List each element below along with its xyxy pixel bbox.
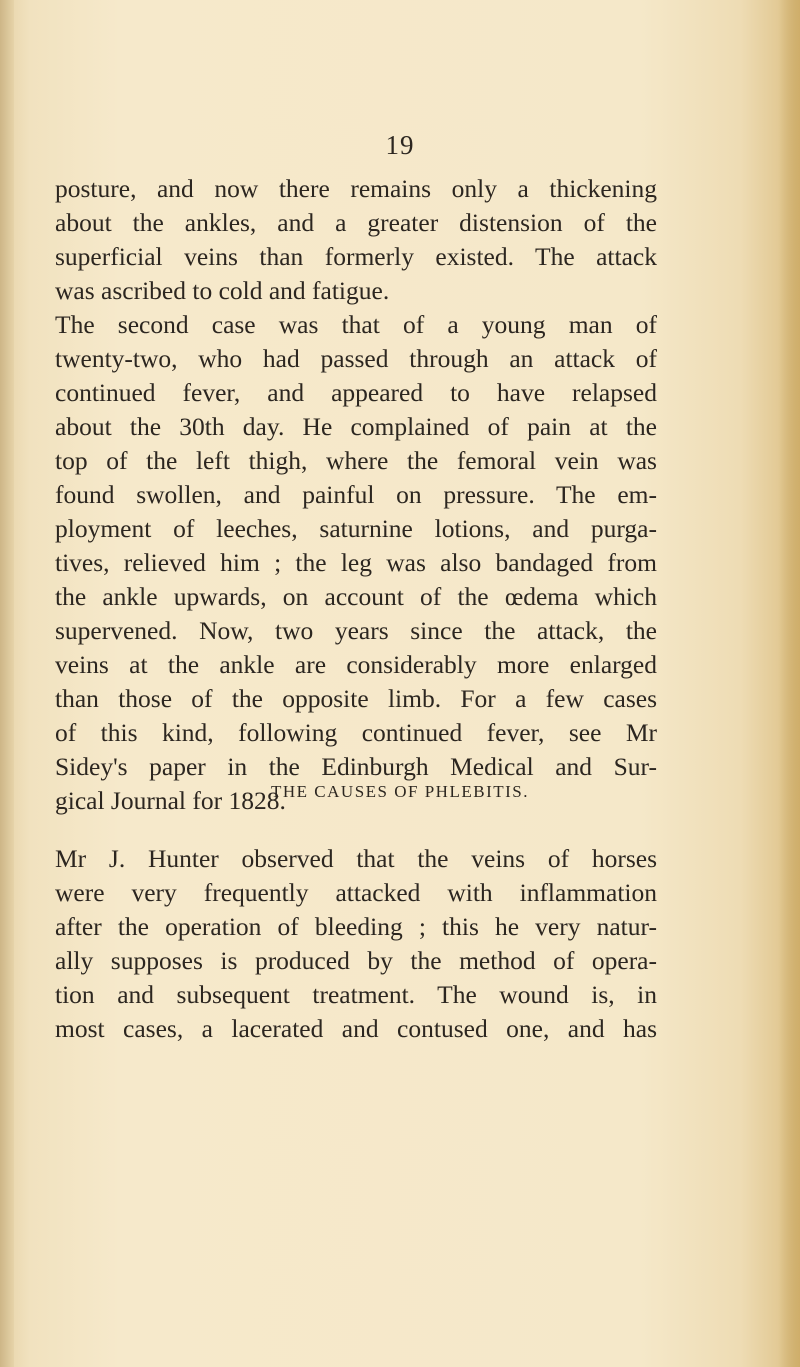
text-line: about the ankles, and a greater distension of the (55, 208, 657, 237)
text-line: the ankle upwards, on account of the œdema which (55, 582, 657, 611)
text-line: tion and subsequent treatment. The wound is, in (55, 980, 657, 1009)
body-text-upper (55, 172, 657, 818)
text-line: of this kind, following continued fever, see Mr (55, 718, 657, 747)
text-line: top of the left thigh, where the femoral vein was (55, 446, 657, 475)
text-line: posture, and now there remains only a thickening (55, 174, 657, 203)
text-line: found swollen, and painful on pressure. The em- (55, 480, 657, 509)
section-heading: THE CAUSES OF PHLEBITIS. (271, 782, 529, 801)
paragraph-1 (55, 172, 657, 308)
text-line: tives, relieved him ; the leg was also bandaged from (55, 548, 657, 577)
paragraph-3 (55, 842, 657, 1046)
text-line: than those of the opposite limb. For a few cases (55, 684, 657, 713)
page-edge-shadow (778, 0, 800, 1367)
page-number: 19 (385, 130, 415, 160)
text-line: supervened. Now, two years since the attack, the (55, 616, 657, 645)
text-line: continued fever, and appeared to have relapsed (55, 378, 657, 407)
text-line: about the 30th day. He complained of pain at the (55, 412, 657, 441)
text-line: ployment of leeches, saturnine lotions, and purga- (55, 514, 657, 543)
text-line: most cases, a lacerated and contused one, and has (55, 1014, 657, 1043)
text-line: superficial veins than formerly existed. The attack (55, 242, 657, 271)
text-line: The second case was that of a young man of (55, 310, 657, 339)
text-line: were very frequently attacked with inflammation (55, 878, 657, 907)
text-line: veins at the ankle are considerably more enlarged (55, 650, 657, 679)
page-gutter-shadow (0, 0, 14, 1367)
text-line: after the operation of bleeding ; this he very natur- (55, 912, 657, 941)
text-line: Sidey's paper in the Edinburgh Medical and Sur- (55, 752, 657, 781)
text-line: gical Journal for 1828. (55, 786, 286, 815)
text-line: was ascribed to cold and fatigue. (55, 276, 390, 305)
text-line: ally supposes is produced by the method of opera- (55, 946, 657, 975)
paragraph-2 (55, 308, 657, 818)
text-line: twenty-two, who had passed through an attack of (55, 344, 657, 373)
text-line: Mr J. Hunter observed that the veins of horses (55, 844, 657, 873)
body-text-lower (55, 842, 657, 1046)
